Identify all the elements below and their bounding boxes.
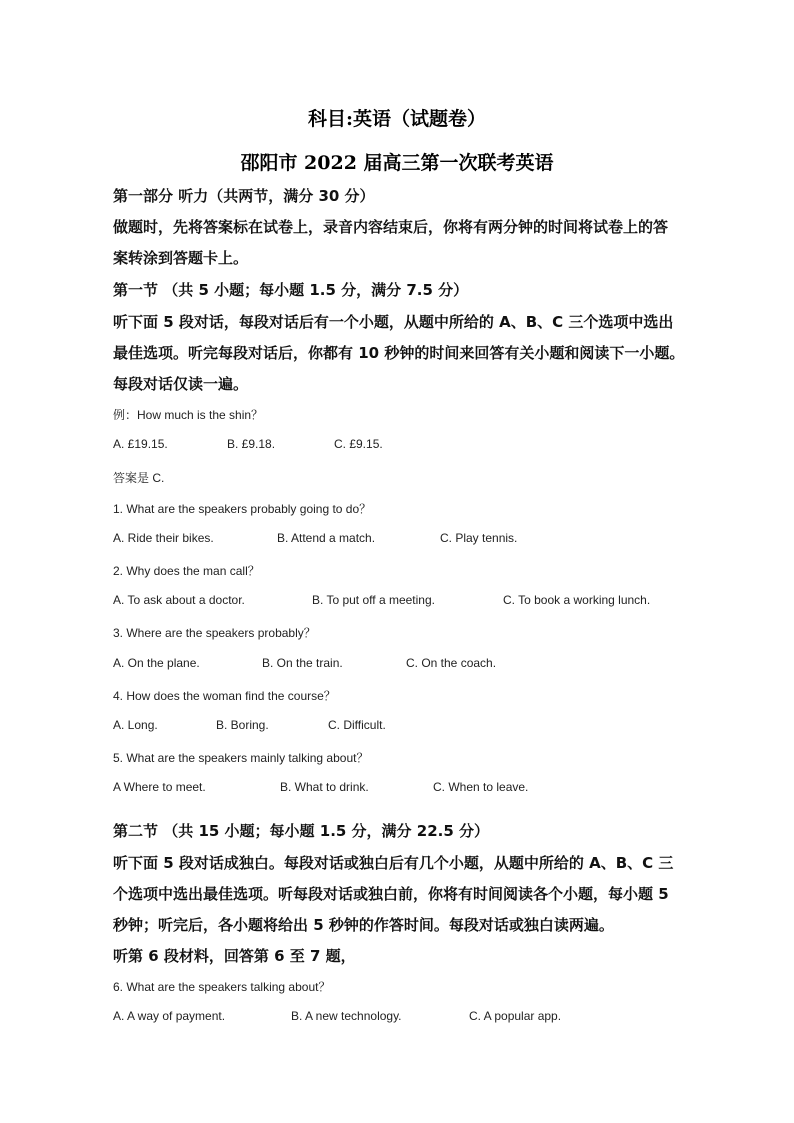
- example-option-c: C. £9.15.: [334, 437, 383, 451]
- section2-instruction-line: 听下面 5 段对话成独白。每段对话或独白后有几个小题，从题中所给的 A、B、C 三: [113, 854, 674, 872]
- q4-option-a: A. Long.: [113, 718, 158, 732]
- q6-option-b: B. A new technology.: [291, 1009, 402, 1023]
- q5-option-c: C. When to leave.: [433, 780, 529, 794]
- question-6: 6. What are the speakers talking about？: [113, 980, 331, 994]
- page-subtitle: 邵阳市 2022 届高三第一次联考英语: [240, 152, 554, 174]
- q2-option-a: A. To ask about a doctor.: [113, 593, 245, 607]
- part1-intro-line: 案转涂到答题卡上。: [113, 249, 249, 267]
- q6-option-c: C. A popular app.: [469, 1009, 562, 1023]
- part1-heading: 第一部分 听力（共两节，满分 30 分）: [113, 187, 375, 205]
- section2-heading: 第二节 （共 15 小题；每小题 1.5 分，满分 22.5 分）: [113, 822, 490, 840]
- q4-option-c: C. Difficult.: [328, 718, 386, 732]
- section1-instruction-line: 每段对话仅读一遍。: [113, 375, 249, 393]
- section2-instruction-line: 个选项中选出最佳选项。听每段对话或独白前，你将有时间阅读各个小题，每小题 5: [113, 885, 669, 903]
- material-6-instruction: 听第 6 段材料，回答第 6 至 7 题，: [113, 947, 356, 965]
- q2-option-c: C. To book a working lunch.: [503, 593, 651, 607]
- q5-option-a: A Where to meet.: [113, 780, 206, 794]
- example-option-b: B. £9.18.: [227, 437, 276, 451]
- q4-option-b: B. Boring.: [216, 718, 269, 732]
- section2-instruction-line: 秒钟；听完后，各小题将给出 5 秒钟的作答时间。每段对话或独白读两遍。: [113, 916, 614, 934]
- q1-option-b: B. Attend a match.: [277, 531, 376, 545]
- page-title: 科目:英语（试题卷）: [307, 108, 486, 130]
- q5-option-b: B. What to drink.: [280, 780, 369, 794]
- q1-option-a: A. Ride their bikes.: [113, 531, 214, 545]
- q3-option-a: A. On the plane.: [113, 656, 200, 670]
- q1-option-c: C. Play tennis.: [440, 531, 518, 545]
- question-5: 5. What are the speakers mainly talking about？: [113, 751, 369, 765]
- question-4: 4. How does the woman find the course？: [113, 689, 336, 703]
- part1-intro-line: 做题时，先将答案标在试卷上，录音内容结束后，你将有两分钟的时间将试卷上的答: [113, 218, 669, 236]
- q2-option-b: B. To put off a meeting.: [312, 593, 435, 607]
- section1-instruction-line: 听下面 5 段对话，每段对话后有一个小题，从题中所给的 A、B、C 三个选项中选出: [113, 313, 674, 331]
- example-question: 例：How much is the shin？: [113, 408, 264, 422]
- q3-option-c: C. On the coach.: [406, 656, 497, 670]
- example-option-a: A. £19.15.: [113, 437, 168, 451]
- section1-heading: 第一节 （共 5 小题；每小题 1.5 分，满分 7.5 分）: [113, 281, 469, 299]
- section1-instruction-line: 最佳选项。听完每段对话后，你都有 10 秒钟的时间来回答有关小题和阅读下一小题。: [113, 344, 685, 362]
- q6-option-a: A. A way of payment.: [113, 1009, 226, 1023]
- question-1: 1. What are the speakers probably going to do？: [113, 502, 372, 516]
- question-2: 2. Why does the man call？: [113, 564, 260, 578]
- question-3: 3. Where are the speakers probably？: [113, 626, 316, 640]
- q3-option-b: B. On the train.: [262, 656, 343, 670]
- example-answer: 答案是 C.: [113, 471, 165, 485]
